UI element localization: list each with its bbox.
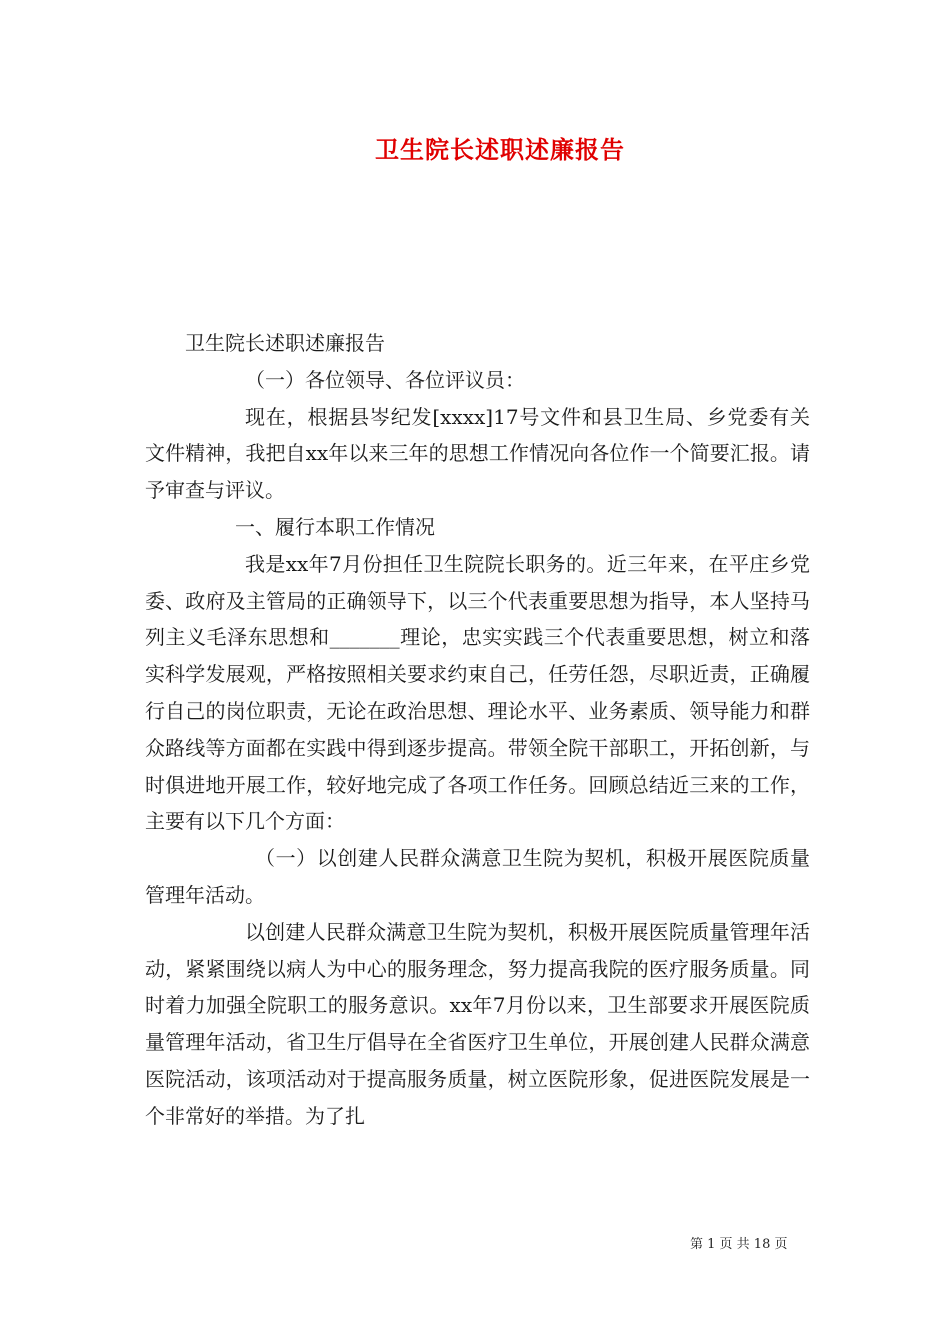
section-heading-1: 一、履行本职工作情况 (235, 514, 435, 539)
paragraph-duties: 我是xx年7月份担任卫生院院长职务的。近三年来，在平庄乡党委、政府及主管局的正确领导下，以三个代表重要思想为指导，本人坚持马列主义毛泽东思想和_______理论，忠实实践三个代表重要思想，树立和落实科学发展观，严格按照相关要求约束自己，任劳任怨，尽职近责，正确履行自己的岗位职责，无论在政治思想、理论水平、业务素质、领导能力和群众路线等方面都在实践中得到逐步提高。带领全院干部职工，开拓创新，与时俱进地开展工作，较好地完成了各项工作任务。回顾总结近三来的工作，主要有以下几个方面： (145, 551, 810, 834)
paragraph-intro: 现在，根据县岑纪发[xxxx]17号文件和县卫生局、乡党委有关文件精神，我把自xx年以来三年的思想工作情况向各位作一个简要汇报。请予审查与评议。 (145, 404, 810, 503)
page-number: 第 1 页 共 18 页 (690, 1237, 788, 1252)
salutation: （一）各位领导、各位评议员： (245, 367, 525, 392)
document-title: 卫生院长述职述廉报告 (375, 135, 625, 164)
document-body (145, 325, 810, 1135)
body-heading: 卫生院长述职述廉报告 (185, 331, 385, 355)
subsection-heading-1: （一）以创建人民群众满意卫生院为契机，积极开展医院质量管理年活动。 (145, 846, 810, 907)
paragraph-quality: 以创建人民群众满意卫生院为契机，积极开展医院质量管理年活动，紧紧围绕以病人为中心的服务理念，努力提高我院的医疗服务质量。同时着力加强全院职工的服务意识。xx年7月份以来，卫生部要求开展医院质量管理年活动，省卫生厅倡导在全省医疗卫生单位，开展创建人民群众满意医院活动，该项活动对于提高服务质量，树立医院形象，促进医院发展是一个非常好的举措。为了扎 (145, 919, 810, 1128)
